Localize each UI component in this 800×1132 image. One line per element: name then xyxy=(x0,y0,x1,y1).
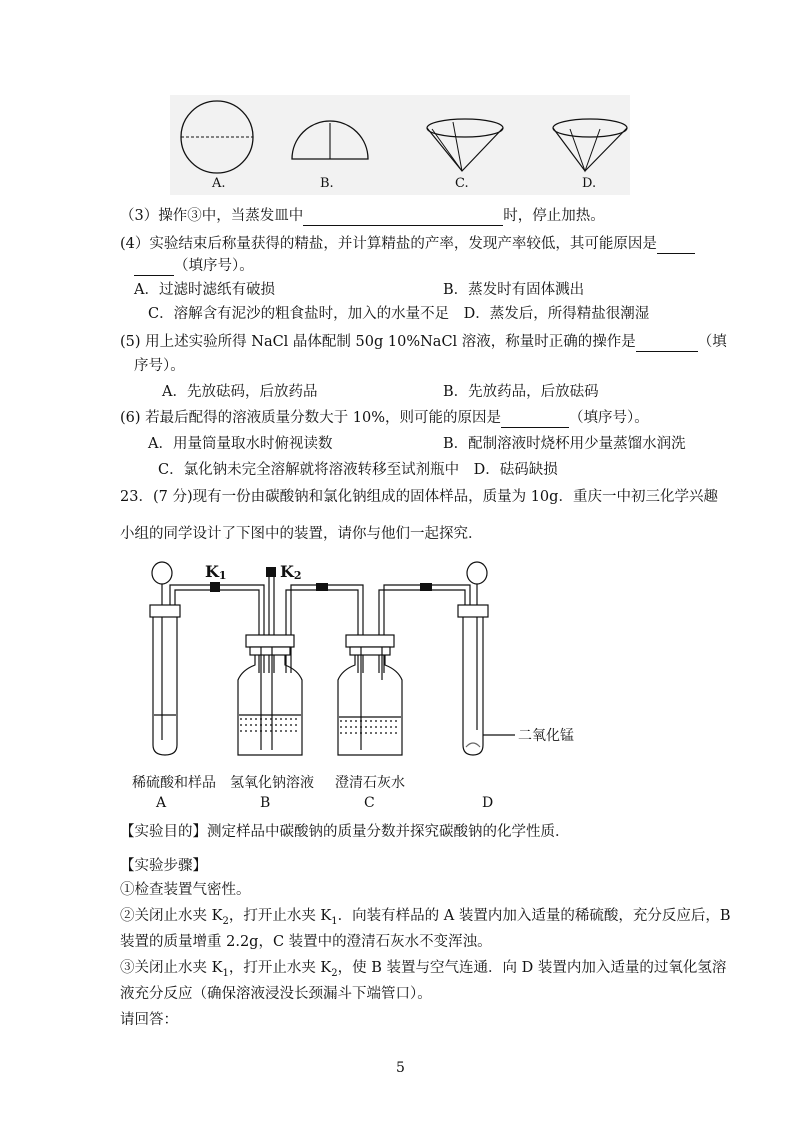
apparatus-d xyxy=(458,562,515,755)
q4-line2 xyxy=(134,256,254,276)
connector-bc xyxy=(316,583,328,591)
step3-text-a: ③关闭止水夹 K xyxy=(120,960,223,976)
step2-text-b: ，打开止水夹 K xyxy=(228,908,332,924)
q5-option-a: A．先放砝码，后放药品 xyxy=(162,384,318,400)
q4-suffix: （填序号）。 xyxy=(174,258,254,274)
step-2-line1 xyxy=(120,906,731,932)
letter-b: B xyxy=(260,795,271,811)
letter-c: C xyxy=(364,795,375,811)
mno2-label: 二氧化锰 xyxy=(518,728,574,744)
label-a: 稀硫酸和样品 xyxy=(132,775,216,791)
q4-option-b: B．蒸发时有固体溅出 xyxy=(443,282,585,298)
page-number: 5 xyxy=(396,1060,405,1076)
steps-title: 【实验步骤】 xyxy=(120,858,207,874)
step3-sub-2: 2 xyxy=(331,967,338,979)
q3-before: （3）操作③中，当蒸发皿中 xyxy=(120,208,304,224)
option-label-b: B. xyxy=(320,176,334,191)
q4-answer-blank-1[interactable] xyxy=(657,253,695,254)
label-c: 澄清石灰水 xyxy=(335,775,405,791)
apparatus-diagram xyxy=(120,555,640,815)
q3-answer-blank[interactable] xyxy=(303,225,503,226)
q6-option-cd: C．氯化钠未完全溶解就将溶液转移至试剂瓶中 D．砝码缺损 xyxy=(158,462,558,478)
q5-text: (5) 用上述实验所得 NaCl 晶体配制 50g 10%NaCl 溶液，称量时正确的操作是 xyxy=(120,334,636,350)
apparatus-c xyxy=(338,635,402,755)
k2-label: K2 xyxy=(280,562,302,582)
clamp-k2[interactable] xyxy=(266,567,276,577)
q5-line1 xyxy=(120,332,727,352)
step2-text-a: ②关闭止水夹 K xyxy=(120,908,223,924)
k1-label: K1 xyxy=(205,562,227,582)
q6-end: （填序号）。 xyxy=(568,410,649,426)
q4-option-a: A．过滤时滤纸有破损 xyxy=(134,282,275,298)
apparatus-b xyxy=(238,635,302,755)
clamp-k1[interactable] xyxy=(210,582,220,592)
step-3-line1 xyxy=(120,958,726,984)
q4-answer-blank-2[interactable] xyxy=(134,275,174,276)
q23-line2: 小组的同学设计了下图中的装置，请你与他们一起探究． xyxy=(120,526,483,542)
step2-sub-2: 1 xyxy=(331,915,338,927)
q5-option-b: B．先放药品，后放砝码 xyxy=(443,384,599,400)
filter-paper-figure xyxy=(170,95,630,195)
step2-sub-1: 2 xyxy=(222,915,229,927)
q4-option-cd: C．溶解含有泥沙的粗食盐时，加入的水量不足 D．蒸发后，所得精盐很潮湿 xyxy=(148,306,650,322)
step3-text-c: ，使 B 装置与空气连通．向 D 装置内加入适量的过氧化氢溶 xyxy=(337,960,727,976)
step-3-line2: 液充分反应（确保溶液浸没长颈漏斗下端管口）。 xyxy=(120,986,432,1002)
connector-cd xyxy=(420,583,432,591)
q6-option-a: A．用量筒量取水时俯视读数 xyxy=(148,436,333,452)
answer-prompt: 请回答： xyxy=(120,1012,178,1028)
step3-text-b: ，打开止水夹 K xyxy=(228,960,332,976)
q5-answer-blank[interactable] xyxy=(636,351,698,352)
option-label-a: A. xyxy=(212,176,226,191)
q6-text: (6) 若最后配得的溶液质量分数大于 10%，则可能的原因是 xyxy=(120,410,501,426)
step3-sub-1: 1 xyxy=(222,967,229,979)
step2-text-c: ．向装有样品的 A 装置内加入适量的稀硫酸，充分反应后，B xyxy=(337,908,731,924)
q23-line1: 23．(7 分)现有一份由碳酸钠和氯化钠组成的固体样品，质量为 10g．重庆一中初三化学兴趣 xyxy=(120,489,718,505)
q4-line1 xyxy=(120,234,695,254)
label-b: 氢氧化钠溶液 xyxy=(230,775,314,791)
letter-d: D xyxy=(482,795,494,811)
letter-a: A xyxy=(156,795,167,811)
step-1: ①检查装置气密性。 xyxy=(120,882,251,898)
q6-answer-blank[interactable] xyxy=(501,427,569,428)
q6-option-b: B．配制溶液时烧杯用少量蒸馏水润洗 xyxy=(443,436,686,452)
q4-text: (4）实验结束后称量获得的精盐，并计算精盐的产率，发现产率较低，其可能原因是 xyxy=(120,236,657,252)
q3-line xyxy=(120,206,605,226)
q5-line2: 序号）。 xyxy=(134,358,185,374)
experiment-purpose: 【实验目的】测定样品中碳酸钠的质量分数并探究碳酸钠的化学性质． xyxy=(120,824,570,840)
step-2-line2: 装置的质量增重 2.2g，C 装置中的澄清石灰水不变浑浊。 xyxy=(120,934,492,950)
option-label-c: C. xyxy=(455,176,469,191)
q5-end: （填 xyxy=(697,334,727,350)
q6-line1 xyxy=(120,408,649,428)
q3-after: 时，停止加热。 xyxy=(503,208,605,224)
option-label-d: D. xyxy=(582,176,597,191)
